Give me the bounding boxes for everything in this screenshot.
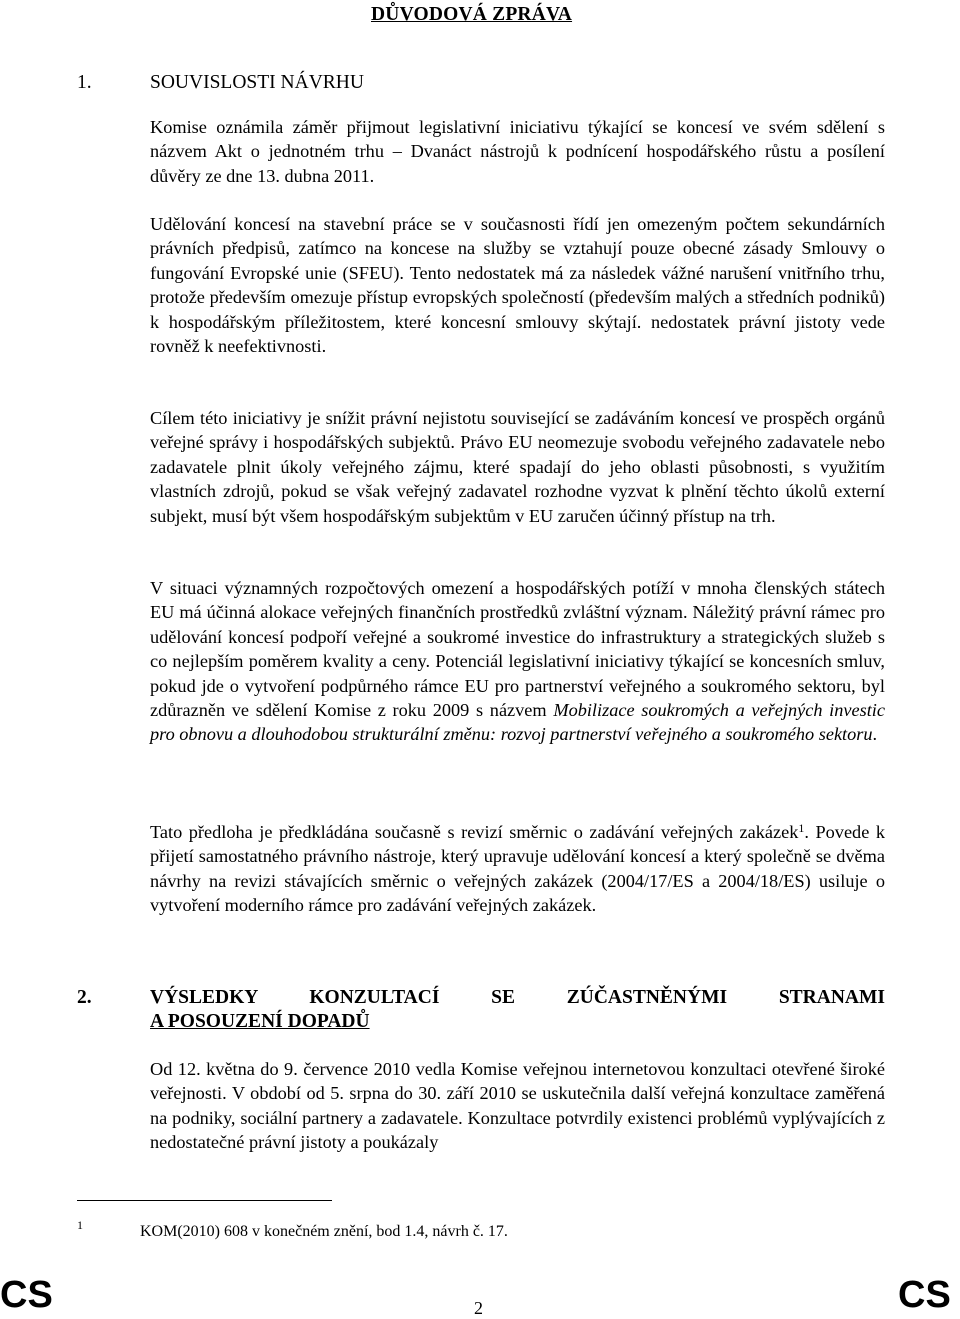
section-1-number: 1. (77, 72, 92, 93)
section-1-paragraph-4 (150, 576, 885, 747)
footer-language-right: CS (898, 1274, 951, 1316)
section-2-title-line-2: A POSOUZENÍ DOPADŮ (150, 1011, 370, 1032)
section-1-paragraph-2: Udělování koncesí na stavební práce se v současnosti řídí jen omezeným počtem sekundárních právních předpisů, zatímco na koncese na služby se vztahují pouze obecné zásady Smlouvy o fungování Evropské unie (SFEU). Tento nedostatek má za následek vážné narušení vnitřního trhu, protože především omezuje přístup evropských společností (především malých a středních podniků) k hospodářským příležitostem, které koncesní smlouvy skýtají. nedostatek právní jistoty vede rovněž k neefektivnosti. (150, 214, 885, 357)
section-2-title (150, 986, 885, 1034)
paragraph-4-italic-title: Mobilizace soukromých a veřejných investic pro obnovu a dlouhodobou strukturální změnu: rozvoj partnerství veřejného a soukromého sektoru (150, 700, 885, 745)
footnote-reference[interactable]: 1 (798, 821, 805, 835)
paragraph-5-rest: . Povede k přijetí samostatného právního nástroje, který upravuje udělování koncesí a který společně se dvěma návrhy na revizi stávajících směrnic o veřejných zakázek (2004/17/ES a 2004/18/ES) usiluje o vytvoření moderního rámce pro zadávání veřejných zakázek. (150, 822, 886, 916)
section-2-title-line-1: VÝSLEDKY KONZULTACÍ SE ZÚČASTNĚNÝMI STRANAMI (150, 987, 885, 1008)
footnote-number: 1 (77, 1218, 83, 1232)
document-title: DŮVODOVÁ ZPRÁVA (371, 4, 573, 25)
paragraph-5-text: Tato předloha je předkládána současně s revizí směrnic o zadávání veřejných zakázek (150, 822, 799, 842)
section-1-paragraph-1: Komise oznámila záměr přijmout legislativní iniciativu týkající se koncesí ve svém sdělení s názvem Akt o jednotném trhu – Dvanáct nástrojů k podnícení hospodářského růstu a posílení důvěry ze dne 13. dubna 2011. (150, 117, 885, 186)
footer-language-left: CS (0, 1274, 53, 1316)
section-2-number: 2. (77, 987, 92, 1008)
page-number: 2 (474, 1298, 483, 1318)
section-2-paragraph-1: Od 12. května do 9. července 2010 vedla Komise veřejnou internetovou konzultaci otevřené široké veřejnosti. V období od 5. srpna do 30. září 2010 se uskutečnila další veřejná konzultace zaměřená na podniky, sociální partnery a zadavatele. Konzultace potvrdily existenci problémů vyplývajících z nedostatečné právní jistoty a poukázaly (150, 1059, 885, 1153)
section-1-title: SOUVISLOSTI NÁVRHU (150, 72, 364, 93)
paragraph-4-end: . (872, 724, 878, 745)
section-1-paragraph-3: Cílem této iniciativy je snížit právní nejistotu související se zadáváním koncesí ve prospěch orgánů veřejné správy i hospodářských subjektů. Právo EU neomezuje svobodu veřejného zadavatele nebo zadavatele plnit úkoly veřejného zájmu, které spadají do jeho oblasti působnosti, s využitím vlastních zdrojů, pokud se však veřejný zadavatel rozhodne vyzvat k plnění těchto úkolů externí subjekt, musí být všem hospodářským subjektům v EU zaručen účinný přístup na trh. (150, 408, 885, 526)
footnote-separator (77, 1200, 332, 1201)
footnote-text: KOM(2010) 608 v konečném znění, bod 1.4, návrh č. 17. (140, 1223, 508, 1240)
section-1-paragraph-5 (150, 820, 885, 918)
paragraph-4-text: V situaci významných rozpočtových omezení a hospodářských potíží v mnoha členských státech EU má účinná alokace veřejných finančních prostředků zvláštní význam. Náležitý právní rámec pro udělování koncesí podpoří veřejné a soukromé investice do infrastruktury a strategických služeb s co nejlepším poměrem kvality a ceny. Potenciál legislativní iniciativy týkající se koncesních smluv, pokud jde o vytvoření podpůrného rámce EU pro partnerství veřejného a soukromého sektoru, byl zdůrazněn ve sdělení Komise z roku 2009 s názvem (150, 578, 885, 721)
